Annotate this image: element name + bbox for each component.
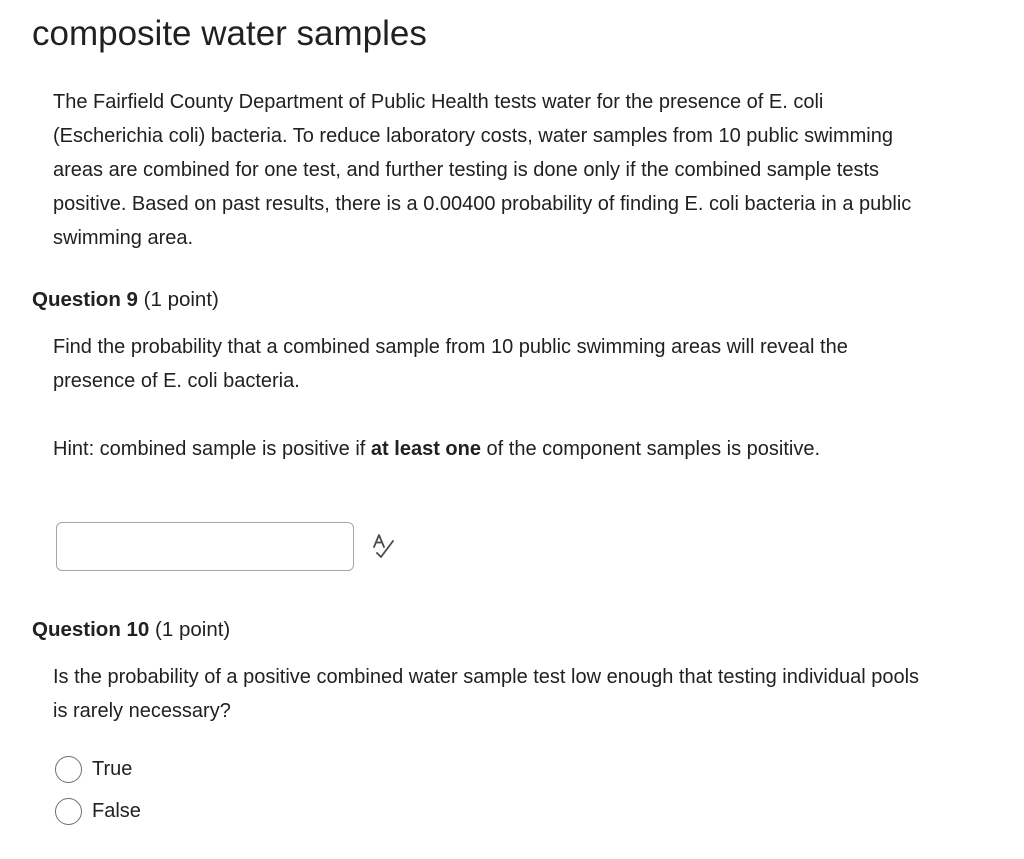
question-passage: The Fairfield County Department of Public Health tests water for the presence of E. coli (Escherichia coli) bacteria. To reduce laboratory costs, water samples from 10 public swimming areas are combined for one test, and further testing is done only if the combined sample tests positive. Based on past results, there is a 0.00400 probability of finding E. coli bacteria in a public swimming area. — [53, 91, 912, 249]
question-9-title: Question 9 — [32, 288, 138, 311]
question-9-heading — [32, 285, 219, 315]
page-title: composite water samples — [32, 14, 427, 53]
question-9-text: Find the probability that a combined sample from 10 public swimming areas will reveal the presence of E. coli bacteria. — [53, 336, 848, 392]
option-true[interactable] — [55, 754, 132, 784]
question-9-hint — [53, 432, 933, 466]
hint-text-emphasis: at least one — [370, 438, 481, 460]
option-false-label: False — [92, 800, 141, 822]
question-10-text: Is the probability of a positive combined water sample test low enough that testing individual pools is rarely necessary? — [53, 666, 920, 722]
question-10-heading — [32, 615, 230, 645]
option-true-label: True — [92, 758, 133, 780]
hint-text-after: of the component samples is positive. — [480, 438, 821, 460]
question-10-points: (1 point) — [155, 618, 231, 641]
radio-true[interactable] — [55, 756, 82, 783]
question-9-points: (1 point) — [143, 288, 219, 311]
option-false[interactable] — [55, 796, 141, 826]
question-9-answer-input[interactable] — [56, 522, 354, 571]
hint-text-before: Hint: combined sample is positive if — [53, 438, 371, 460]
spell-check-icon[interactable] — [369, 533, 397, 559]
question-10-title: Question 10 — [32, 618, 150, 641]
radio-false[interactable] — [55, 798, 82, 825]
